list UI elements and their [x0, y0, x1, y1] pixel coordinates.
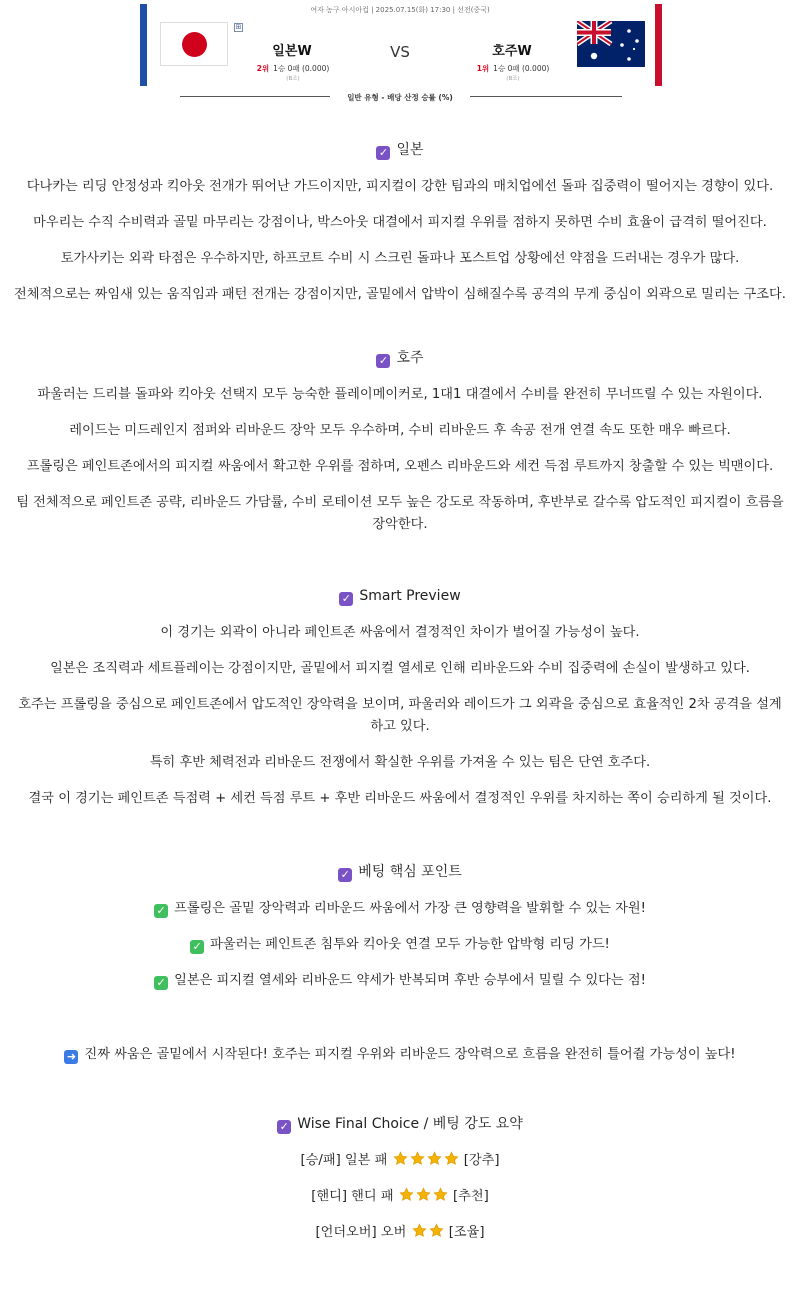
paragraph: 다나카는 리딩 안정성과 킥아웃 전개가 뛰어난 가드이지만, 피지컬이 강한 팀과의 매치업에선 돌파 집중력이 떨어지는 경향이 있다. [26, 179, 774, 194]
home-rank: 2위 [256, 64, 270, 73]
section-smart-preview [0, 586, 800, 810]
section-title-text: 베팅 핵심 포인트 [358, 864, 462, 880]
key-point-item [0, 898, 800, 920]
info-icon: ⊞ [235, 23, 242, 31]
japan-flag-icon [160, 22, 228, 66]
star-icon [429, 1223, 444, 1238]
home-group: (B조) [286, 76, 300, 82]
checkbox-icon: ✓ [338, 868, 352, 882]
star-icon [399, 1187, 414, 1202]
rating-grade: [추천] [453, 1189, 489, 1204]
versus-label: VS [390, 43, 410, 61]
section-title [0, 140, 800, 160]
section-title [0, 586, 800, 606]
section-title [0, 348, 800, 368]
checkbox-icon: ✓ [339, 592, 353, 606]
home-record [228, 63, 358, 74]
section-japan [0, 140, 800, 306]
section-title-text: 호주 [396, 350, 424, 366]
away-team-name: 호주W [492, 44, 532, 59]
away-group: (B조) [506, 76, 520, 82]
section-australia [0, 348, 800, 536]
key-point-item [0, 934, 800, 956]
star-icon [427, 1151, 442, 1166]
star-icon [393, 1151, 408, 1166]
star-icon [412, 1223, 427, 1238]
paragraph: 프롤링은 페인트존에서의 피지컬 싸움에서 확고한 우위를 점하며, 오펜스 리바운드와 세컨 득점 루트까지 창출할 수 있는 빅맨이다. [26, 459, 774, 474]
check-mark-icon: ✓ [154, 976, 168, 990]
home-team-name: 일본W [272, 44, 312, 59]
key-point-text: 파울러는 페인트존 침투와 킥아웃 연결 모두 가능한 압박형 리딩 가드! [210, 937, 610, 952]
key-point-item [0, 970, 800, 992]
paragraph: 파울러는 드리블 돌파와 킥아웃 선택지 모두 능숙한 플레이메이커로, 1대1 대결에서 수비를 완전히 무너뜨릴 수 있는 자원이다. [37, 387, 763, 402]
rating-market: [언더오버] 오버 [315, 1225, 407, 1240]
away-color-bar [655, 4, 662, 86]
star-icon [433, 1187, 448, 1202]
rating-market: [핸디] 핸디 패 [311, 1189, 394, 1204]
rating-row [0, 1222, 800, 1244]
checkbox-icon: ✓ [376, 354, 390, 368]
checkbox-icon: ✓ [376, 146, 390, 160]
check-mark-icon: ✓ [190, 940, 204, 954]
rating-row [0, 1186, 800, 1208]
paragraph: 레이드는 미드레인지 점퍼와 리바운드 장악 모두 우수하며, 수비 리바운드 후 속공 전개 연결 속도 또한 매우 빠르다. [69, 423, 731, 438]
caption-line-right [470, 96, 622, 97]
star-icon [444, 1151, 459, 1166]
rating-grade: [조율] [448, 1225, 485, 1240]
section-key-points [0, 862, 800, 992]
paragraph: 마우리는 수직 수비력과 골밑 마무리는 강점이나, 박스아웃 대결에서 피지컬 우위를 점하지 못하면 수비 효율이 급격히 떨어진다. [33, 215, 767, 230]
section-title-text: 일본 [396, 142, 424, 158]
article-body [0, 140, 800, 1244]
conclusion-text: 진짜 싸움은 골밑에서 시작된다! 호주는 피지컬 우위와 리바운드 장악력으로 흐름을 완전히 틀어쥘 가능성이 높다! [84, 1047, 736, 1062]
checkbox-icon: ✓ [277, 1120, 291, 1134]
paragraph: 호주는 프롤링을 중심으로 페인트존에서 압도적인 장악력을 보이며, 파울러와 레이드가 그 외곽을 중심으로 효율적인 2차 공격을 설계하고 있다. [18, 697, 782, 734]
odds-caption: 일반 유형 - 배당 산정 승률 (%) [347, 93, 453, 102]
check-mark-icon: ✓ [154, 904, 168, 918]
paragraph: 이 경기는 외곽이 아니라 페인트존 싸움에서 결정적인 차이가 벌어질 가능성이 높다. [160, 625, 640, 640]
star-rating [392, 1153, 460, 1168]
conclusion [0, 1044, 800, 1066]
section-title-text: Wise Final Choice / 베팅 강도 요약 [297, 1116, 523, 1132]
section-title [0, 1114, 800, 1134]
home-record-text: 1승 0패 (0.000) [273, 64, 330, 73]
match-meta: 여자 농구 아시아컵 | 2025.07.15(화) 17:30 | 선전(중국) [310, 6, 490, 14]
away-record [448, 63, 578, 74]
section-title-text: Smart Preview [359, 588, 461, 604]
paragraph: 일본은 조직력과 세트플레이는 강점이지만, 골밑에서 피지컬 열세로 인해 리바운드와 수비 집중력에 손실이 발생하고 있다. [50, 661, 750, 676]
away-record-text: 1승 0패 (0.000) [493, 64, 550, 73]
key-point-text: 프롤링은 골밑 장악력과 리바운드 싸움에서 가장 큰 영향력을 발휘할 수 있는 자원! [174, 901, 646, 916]
paragraph: 팀 전체적으로 페인트존 공략, 리바운드 가담률, 수비 로테이션 모두 높은 강도로 작동하며, 후반부로 갈수록 압도적인 피지컬이 흐름을 장악한다. [16, 495, 784, 532]
paragraph: 전체적으로는 짜임새 있는 움직임과 패턴 전개는 강점이지만, 골밑에서 압박이 심해질수록 공격의 무게 중심이 외곽으로 밀리는 구조다. [14, 287, 786, 302]
rating-row [0, 1150, 800, 1172]
away-rank: 1위 [476, 64, 490, 73]
paragraph: 특히 후반 체력전과 리바운드 전쟁에서 확실한 우위를 가져올 수 있는 팀은 단연 호주다. [149, 755, 651, 770]
paragraph: 토가사키는 외곽 타점은 우수하지만, 하프코트 수비 시 스크린 돌파나 포스트업 상황에선 약점을 드러내는 경우가 많다. [60, 251, 740, 266]
section-title [0, 862, 800, 882]
home-color-bar [140, 4, 147, 86]
key-point-text: 일본은 피지컬 열세와 리바운드 약세가 반복되며 후반 승부에서 밀릴 수 있다는 점! [174, 973, 646, 988]
match-header-card [0, 0, 800, 110]
star-icon [416, 1187, 431, 1202]
right-arrow-icon: ➜ [64, 1050, 78, 1064]
star-rating [398, 1189, 449, 1204]
section-final-choice [0, 1114, 800, 1244]
paragraph: 결국 이 경기는 페인트존 득점력 + 세컨 득점 루트 + 후반 리바운드 싸움에서 결정적인 우위를 차지하는 쪽이 승리하게 될 것이다. [28, 791, 772, 806]
rating-market: [승/패] 일본 패 [300, 1153, 388, 1168]
australia-flag-icon [577, 21, 645, 67]
star-icon [410, 1151, 425, 1166]
star-rating [411, 1225, 445, 1240]
rating-grade: [강추] [463, 1153, 500, 1168]
